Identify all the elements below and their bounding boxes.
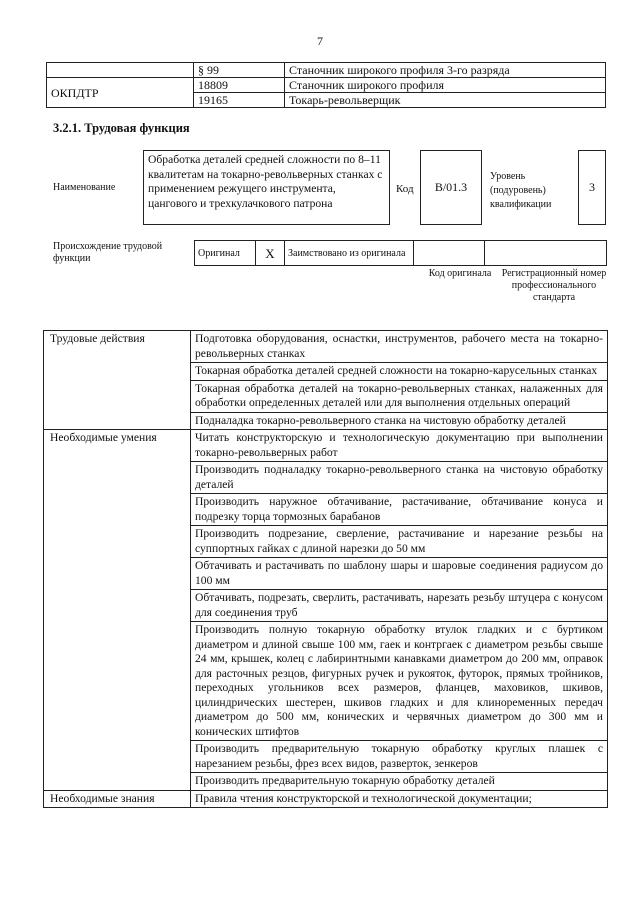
section-item: Токарная обработка деталей на токарно-револьверных станках, налаженных для обработки определенных деталей или для выполнения отдельных операций (191, 380, 608, 412)
section-label: Необходимые знания (44, 790, 191, 808)
okpdtr-label: ОКПДТР (47, 78, 194, 108)
reg-number-caption: Регистрационный номер профессионального стандарта (501, 268, 607, 303)
competency-table (43, 330, 608, 808)
okpdtr-name-cell: Токарь-револьверщик (285, 93, 606, 108)
table-row (47, 78, 606, 93)
section-label: Необходимые умения (44, 430, 191, 791)
function-name-label: Наименование (53, 182, 116, 193)
section-item: Читать конструкторскую и технологическую документацию при выполнении токарно-револьверных работ (191, 430, 608, 462)
section-item: Подналадка токарно-револьверного станка на чистовую обработку деталей (191, 412, 608, 430)
section-title: 3.2.1. Трудовая функция (53, 121, 190, 135)
section-item: Правила чтения конструкторской и технологической документации; (191, 790, 608, 808)
section-item: Производить предварительную токарную обработку круглых плашек с нарезанием резьбы, фрез всех видов, разверток, зенкеров (191, 741, 608, 773)
section-item: Токарная обработка деталей средней сложности на токарно-карусельных станках (191, 363, 608, 381)
okpdtr-name-cell: Станочник широкого профиля (285, 78, 606, 93)
table-row (47, 63, 606, 78)
okpdtr-table (46, 62, 606, 108)
okpdtr-code-cell: 19165 (194, 93, 285, 108)
function-code-label: Код (396, 183, 414, 195)
code-original-cell (414, 241, 485, 266)
section-item: Производить полную токарную обработку втулок гладких и с буртиком диаметром и длиной свыше 100 мм, гаек и контргаек с диаметром резьбы свыше 24 мм, крышек, колец с лабиринтными канавками диаметром до 200 мм, оправок для расточных резцов, фигурных ручек и рукояток, футорок, прямых тройников, переходных угольников всех размеров, фланцев, маховиков, шкивов, цилиндрических шестерен, шкивов гладких и для клиноременных передач диаметром до 500 мм, конических и червячных диаметром до 300 мм и конических штифтов (191, 622, 608, 741)
borrowed-label: Заимствовано из оригинала (285, 241, 414, 266)
code-original-caption: Код оригинала (428, 268, 492, 279)
section-item: Производить подрезание, сверление, растачивание и нарезание резьбы на суппортных гайках с длиной нарезки до 50 мм (191, 526, 608, 558)
section-item: Обтачивать, подрезать, сверлить, растачивать, нарезать резьбу штуцера с конусом для соединения труб (191, 590, 608, 622)
section-item: Производить предварительную токарную обработку деталей (191, 773, 608, 791)
table-row (44, 331, 608, 363)
original-mark: X (256, 241, 285, 266)
original-label: Оригинал (195, 241, 256, 266)
origin-label: Происхождение трудовой функции (53, 241, 163, 264)
reg-number-cell (485, 241, 607, 266)
section-item: Производить подналадку токарно-револьверного станка на чистовую обработку деталей (191, 462, 608, 494)
origin-table (194, 240, 607, 266)
section-item: Обтачивать и растачивать по шаблону шары и шаровые соединения радиусом до 100 мм (191, 558, 608, 590)
okpdtr-empty-cell (47, 63, 194, 78)
qualification-level-label: Уровень (подуровень) квалификации (490, 171, 552, 210)
okpdtr-code-cell: 18809 (194, 78, 285, 93)
section-label: Трудовые действия (44, 331, 191, 430)
okpdtr-code-cell: § 99 (194, 63, 285, 78)
page-number: 7 (317, 34, 323, 48)
qualification-level-value: 3 (578, 150, 606, 225)
function-code-value: В/01.3 (420, 150, 482, 225)
section-item: Производить наружное обтачивание, растачивание, обтачивание конуса и подрезку торца тормозных барабанов (191, 494, 608, 526)
table-row (44, 430, 608, 462)
okpdtr-name-cell: Станочник широкого профиля 3-го разряда (285, 63, 606, 78)
section-item: Подготовка оборудования, оснастки, инструментов, рабочего места на токарно-револьверных станках (191, 331, 608, 363)
function-name-value: Обработка деталей средней сложности по 8–11 квалитетам на токарно-револьверных станках с применением режущего инструмента, цангового и трехкулачкового патрона (143, 150, 390, 225)
table-row (44, 790, 608, 808)
